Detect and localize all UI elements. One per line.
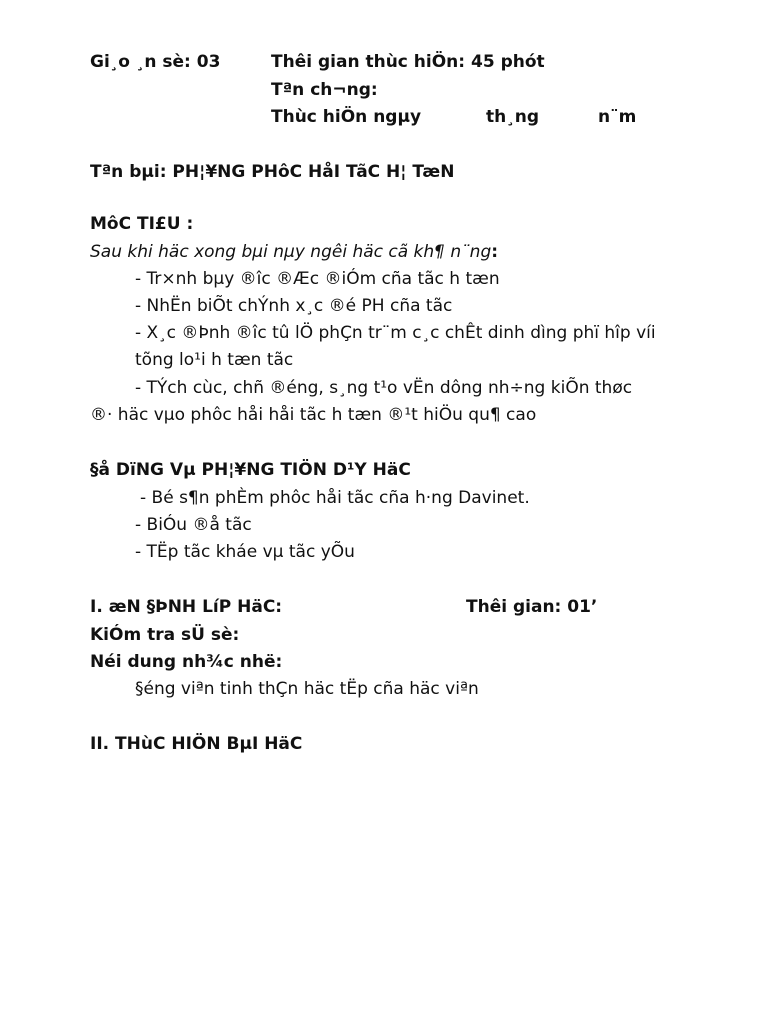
date-label: Thùc hiÖn ngµy — [271, 107, 422, 127]
section1-heading: I. æN §ÞNH LíP HäC: — [90, 597, 283, 617]
lesson-title: Tªn bµi: PH¦¥NG PHôC HåI TãC H¦ TæN — [90, 162, 455, 182]
objective-item: - Tr×nh bµy ®îc ®Æc ®iÓm cña tãc h tæn — [135, 269, 500, 289]
objective-item-continued: tõng lo¹i h tæn tãc — [135, 350, 294, 370]
reminder-text: §éng viªn tinh thÇn häc tËp cña häc viªn — [135, 679, 479, 699]
objective-item: - NhËn biÕt chÝnh x¸c ®é PH cña tãc — [135, 296, 453, 316]
objectives-intro-colon: : — [491, 242, 499, 262]
material-item: - TËp tãc kháe vµ tãc yÕu — [135, 542, 355, 562]
month-label: th¸ng — [486, 107, 540, 127]
chapter-label: Tªn ch¬ng: — [271, 80, 378, 100]
objectives-intro — [90, 242, 498, 262]
material-item: - Bé s¶n phÈm phôc håi tãc cña h·ng Davinet. — [140, 488, 530, 508]
objectives-heading: MôC TI£U : — [90, 214, 194, 234]
year-label: n¨m — [598, 107, 637, 127]
materials-heading: §å DïNG Vµ PH¦¥NG TIÖN D¹Y HäC — [90, 460, 411, 480]
objective-item-continued: ®· häc vµo phôc håi håi tãc h tæn ®¹t hiÖu qu¶ cao — [90, 405, 537, 425]
objective-item: - X¸c ®Þnh ®îc tû lÖ phÇn tr¨m c¸c chÊt dinh dìng phï hîp víi — [135, 323, 656, 343]
objectives-intro-text: Sau khi häc xong bµi nµy ngêi häc cã kh¶ n¨ng — [90, 242, 492, 262]
objective-item: - TÝch cùc, chñ ®éng, s¸ng t¹o vËn dông nh÷ng kiÕn thøc — [135, 378, 633, 398]
reminder-heading: Néi dung nh¾c nhë: — [90, 652, 283, 672]
lesson-number: Gi¸o ¸n sè: 03 — [90, 52, 221, 72]
material-item: - BiÓu ®å tãc — [135, 515, 252, 535]
section2-heading: II. THùC HIÖN BµI HäC — [90, 734, 303, 754]
lesson-duration: Thêi gian thùc hiÖn: 45 phót — [271, 52, 545, 72]
section1-time: Thêi gian: 01’ — [466, 597, 598, 617]
attendance-check: KiÓm tra sÜ sè: — [90, 625, 240, 645]
